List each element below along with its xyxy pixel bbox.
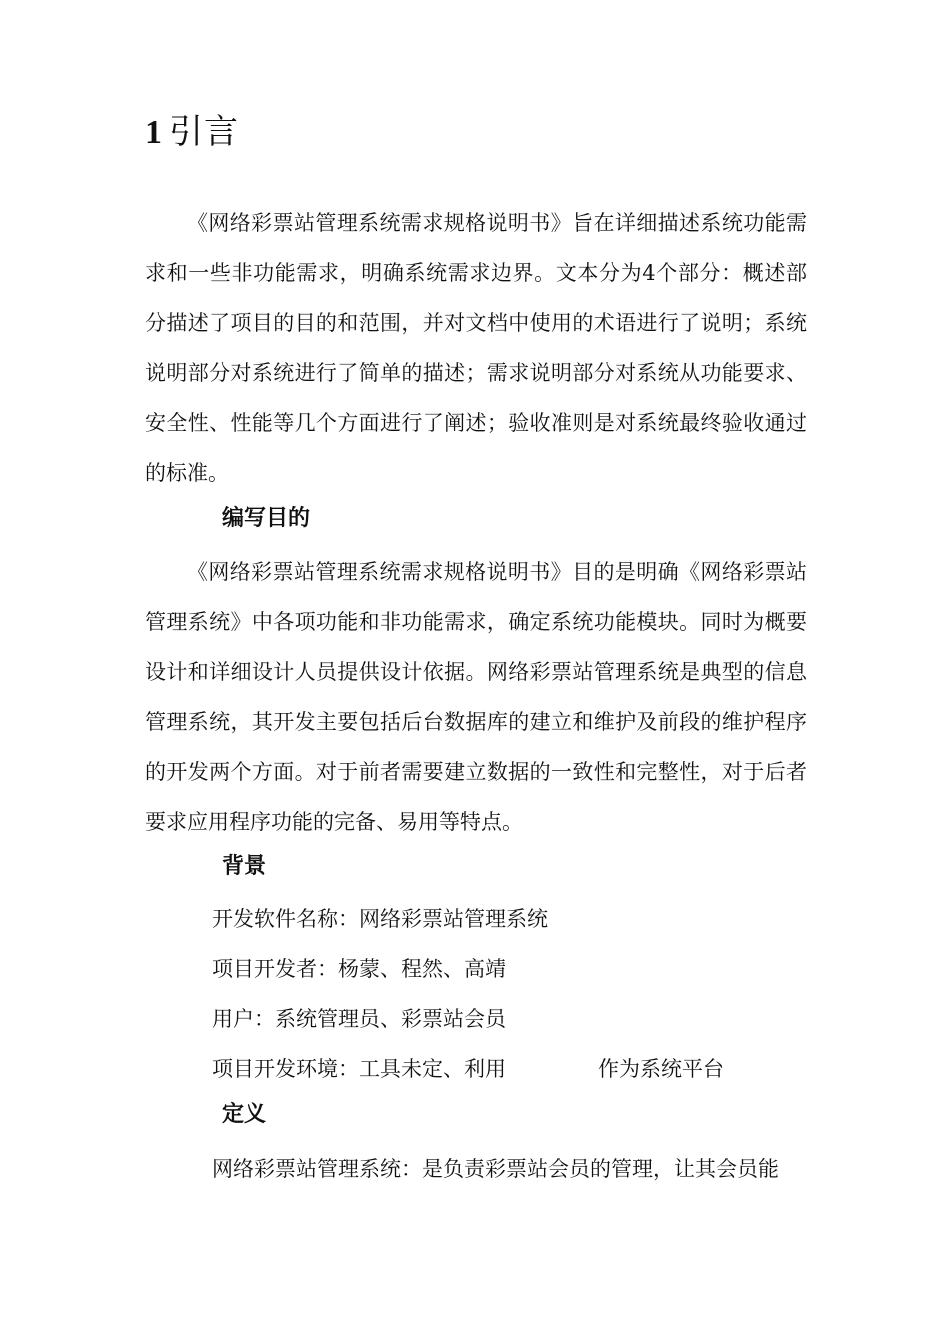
chapter-title-text: 引言 [169,112,239,152]
chapter-number: 1 [145,114,163,151]
definition-paragraph: 网络彩票站管理系统：是负责彩票站会员的管理，让其会员能 [212,1157,779,1181]
background-environment-suffix: 作为系统平台 [598,1057,724,1081]
intro-paragraph: 《网络彩票站管理系统需求规格说明书》旨在详细描述系统功能需求和一些非功能需求，明确系统需求边界。文本分为4个部分：概述部分描述了项目的目的和范围，并对文档中使用的术语进行了说明；系统说明部分对系统进行了简单的描述；需求说明部分对系统从功能要求、安全性、性能等几个方面进行了阐述；验收准则是对系统最终验收通过的标准。 [145,211,807,485]
chapter-title [145,108,239,157]
section-heading-definition: 定义 [222,1102,267,1127]
background-software-name: 开发软件名称：网络彩票站管理系统 [212,907,548,931]
section-heading-purpose: 编写目的 [222,506,311,531]
background-environment-prefix: 项目开发环境：工具未定、利用 [212,1057,506,1081]
section-heading-background: 背景 [222,854,267,879]
background-environment [212,1052,724,1086]
background-users: 用户：系统管理员、彩票站会员 [212,1007,506,1031]
background-developers: 项目开发者：杨蒙、程然、高靖 [212,957,506,981]
purpose-paragraph: 《网络彩票站管理系统需求规格说明书》目的是明确《网络彩票站管理系统》中各项功能和非功能需求，确定系统功能模块。同时为概要设计和详细设计人员提供设计依据。网络彩票站管理系统是典型的信息管理系统，其开发主要包括后台数据库的建立和维护及前段的维护程序的开发两个方面。对于前者需要建立数据的一致性和完整性，对于后者要求应用程序功能的完备、易用等特点。 [145,560,807,834]
